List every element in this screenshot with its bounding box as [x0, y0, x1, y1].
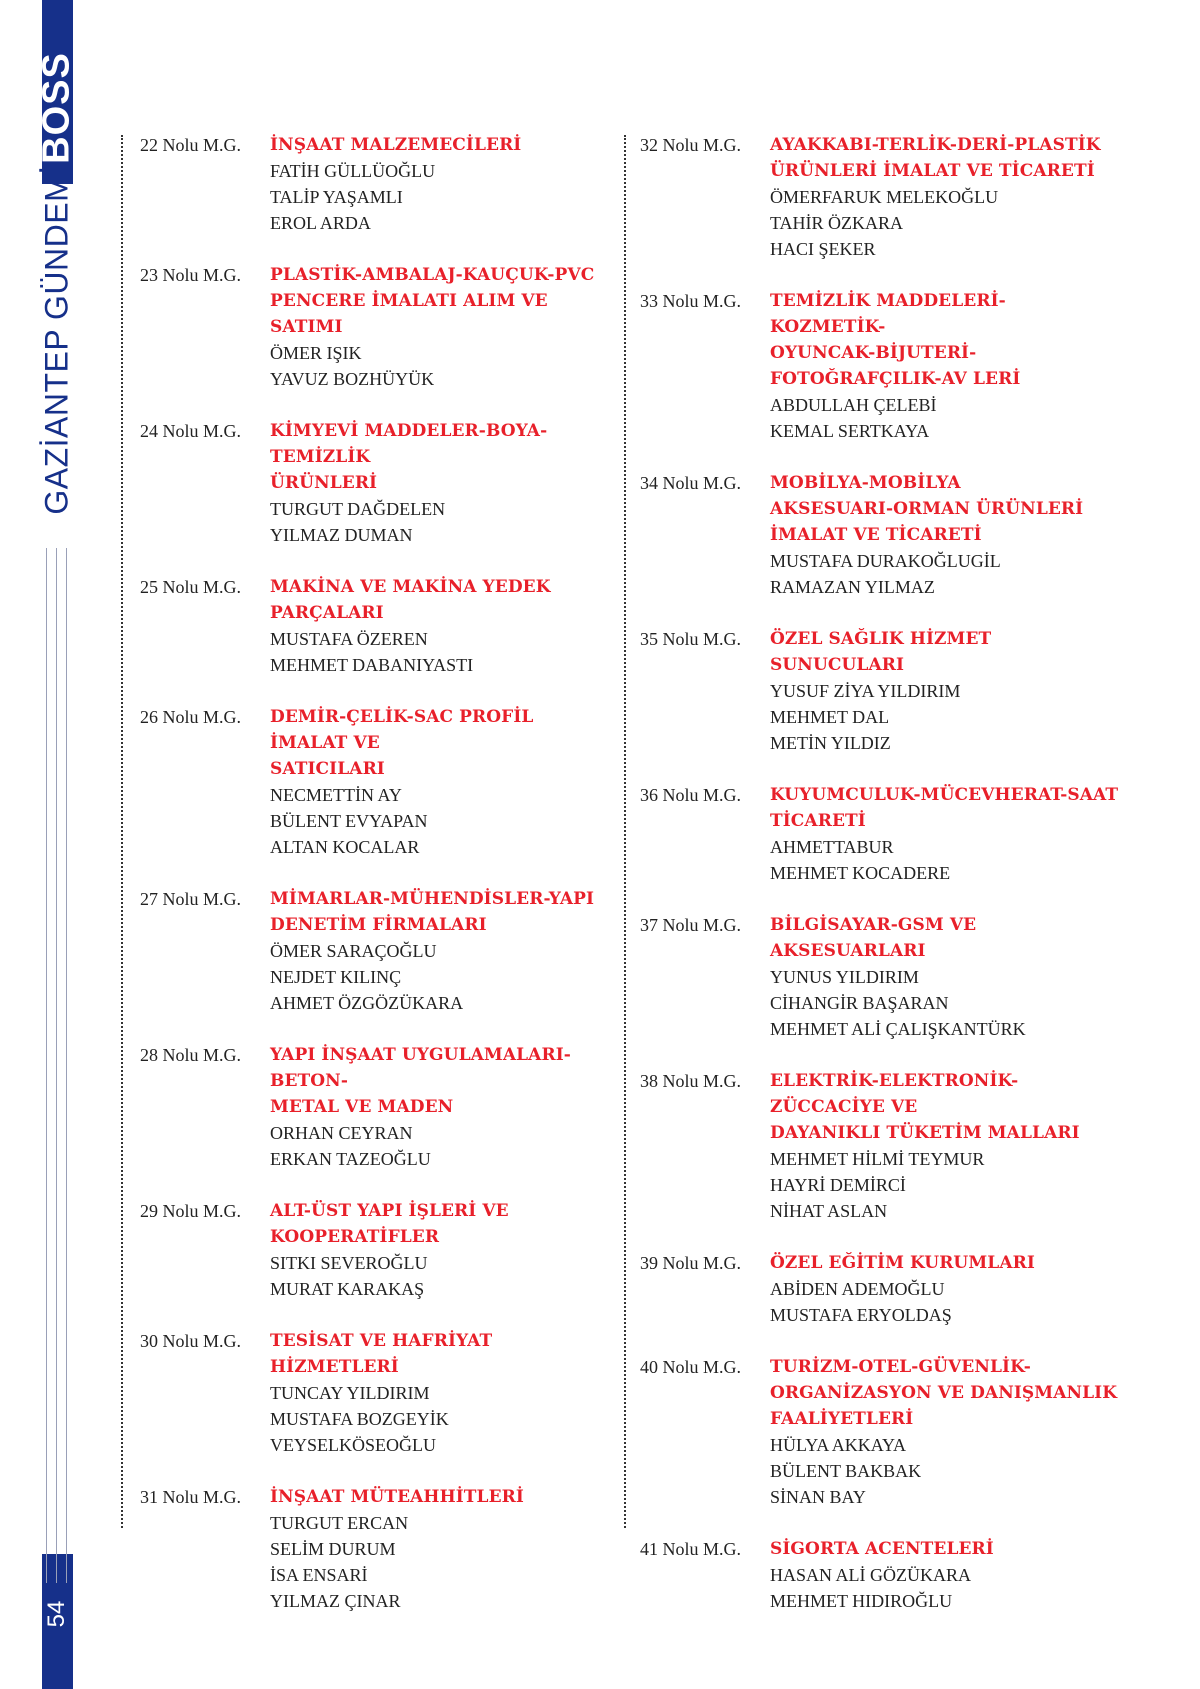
committee-entry — [640, 782, 1120, 886]
committee-title-line: AYAKKABI-TERLİK-DERİ-PLASTİK — [770, 135, 1101, 155]
committee-title — [270, 886, 610, 938]
committee-body — [770, 782, 1120, 886]
committee-label: 25 Nolu M.G. — [140, 577, 242, 597]
committee-label: 33 Nolu M.G. — [640, 291, 742, 311]
committee-title-line: METAL VE MADEN — [270, 1097, 454, 1117]
committee-entry — [140, 574, 610, 678]
member-name: YILMAZ DUMAN — [270, 525, 413, 545]
spine-bottom — [42, 1644, 73, 1689]
committee-title-line: ÜRÜNLERİ — [270, 473, 378, 493]
member-name: ÖMER SARAÇOĞLU — [270, 941, 437, 961]
committee-title — [770, 1536, 1120, 1562]
committee-title — [770, 288, 1120, 392]
member-name: MUSTAFA DURAKOĞLUGİL — [770, 551, 1001, 571]
committee-label: 26 Nolu M.G. — [140, 707, 242, 727]
committee-title-line: DEMİR-ÇELİK-SAC PROFİL İMALAT VE — [270, 707, 534, 753]
committee-body — [770, 912, 1120, 1042]
committee-body — [770, 1250, 1120, 1328]
member-name: TURGUT ERCAN — [270, 1513, 409, 1533]
committee-entry — [140, 1484, 610, 1614]
member-name: YAVUZ BOZHÜYÜK — [270, 369, 435, 389]
member-name: YILMAZ ÇINAR — [270, 1591, 401, 1611]
committee-title-line: TİCARETİ — [770, 811, 866, 831]
member-name: TUNCAY YILDIRIM — [270, 1383, 430, 1403]
spine-rule — [46, 548, 47, 1583]
committee-entry — [140, 886, 610, 1016]
member-name: SİNAN BAY — [770, 1487, 866, 1507]
member-name: NEJDET KILINÇ — [270, 967, 402, 987]
committee-entry — [140, 262, 610, 392]
member-name: MUSTAFA BOZGEYİK — [270, 1409, 449, 1429]
committee-body — [770, 1068, 1120, 1224]
committee-title-line: FOTOĞRAFÇILIK-AV LERİ — [770, 369, 1021, 389]
committee-entry — [640, 912, 1120, 1042]
committee-title-line: YAPI İNŞAAT UYGULAMALARI-BETON- — [270, 1045, 571, 1091]
committee-title — [770, 782, 1120, 834]
member-name: MEHMET DAL — [770, 707, 890, 727]
committee-body — [270, 1484, 610, 1614]
committee-label: 32 Nolu M.G. — [640, 135, 742, 155]
member-name: BÜLENT EVYAPAN — [270, 811, 428, 831]
committee-title — [770, 1354, 1120, 1432]
member-name: ABİDEN ADEMOĞLU — [770, 1279, 945, 1299]
committee-body — [770, 132, 1120, 262]
member-name: NİHAT ASLAN — [770, 1201, 888, 1221]
committee-title — [770, 470, 1120, 548]
committee-body — [270, 704, 610, 860]
committee-entry — [640, 288, 1120, 444]
committee-title-line: MAKİNA VE MAKİNA YEDEK — [270, 577, 551, 597]
member-name: YUSUF ZİYA YILDIRIM — [770, 681, 961, 701]
committee-title-line: İMALAT VE TİCARETİ — [770, 525, 982, 545]
committee-entry — [640, 1354, 1120, 1510]
committee-title-line: ÖZEL SAĞLIK HİZMET SUNUCULARI — [770, 629, 992, 675]
committee-body — [270, 262, 610, 392]
committee-title — [270, 132, 610, 158]
committee-title-line: OYUNCAK-BİJUTERİ- — [770, 343, 977, 363]
committee-entry — [140, 1328, 610, 1458]
committee-entry — [640, 132, 1120, 262]
member-name: TALİP YAŞAMLI — [270, 187, 403, 207]
member-name: RAMAZAN YILMAZ — [770, 577, 935, 597]
member-name: ORHAN CEYRAN — [270, 1123, 413, 1143]
committee-entry — [640, 1068, 1120, 1224]
committee-entry — [640, 1536, 1120, 1614]
member-name: SITKI SEVEROĞLU — [270, 1253, 428, 1273]
member-name: METİN YILDIZ — [770, 733, 891, 753]
member-name: MEHMET HİLMİ TEYMUR — [770, 1149, 985, 1169]
committee-title — [270, 1328, 610, 1380]
member-name: CİHANGİR BAŞARAN — [770, 993, 949, 1013]
member-name: FATİH GÜLLÜOĞLU — [270, 161, 436, 181]
committee-entry — [140, 1042, 610, 1172]
spine-rule — [56, 548, 57, 1583]
committee-title-line: İNŞAAT MALZEMECİLERİ — [270, 135, 522, 155]
committee-body — [770, 1354, 1120, 1510]
member-name: VEYSELKÖSEOĞLU — [270, 1435, 436, 1455]
member-name: EROL ARDA — [270, 213, 371, 233]
committee-body — [770, 470, 1120, 600]
committee-body — [270, 574, 610, 678]
committee-label: 37 Nolu M.G. — [640, 915, 742, 935]
committee-title — [770, 132, 1120, 184]
committee-title-line: DAYANIKLI TÜKETİM MALLARI — [770, 1123, 1080, 1143]
committee-title-line: KOOPERATİFLER — [270, 1227, 440, 1247]
committee-label: 23 Nolu M.G. — [140, 265, 242, 285]
member-name: MEHMET ALİ ÇALIŞKANTÜRK — [770, 1019, 1026, 1039]
committee-title-line: SATICILARI — [270, 759, 385, 779]
member-name: ÖMERFARUK MELEKOĞLU — [770, 187, 999, 207]
committee-body — [770, 1536, 1120, 1614]
committee-title-line: KUYUMCULUK-MÜCEVHERAT-SAAT — [770, 785, 1119, 805]
member-name: İSA ENSARİ — [270, 1565, 368, 1585]
member-name: YUNUS YILDIRIM — [770, 967, 919, 987]
committee-title-line: SİGORTA ACENTELERİ — [770, 1539, 994, 1559]
committee-title-line: BİLGİSAYAR-GSM VE AKSESUARLARI — [770, 915, 977, 961]
committee-label: 35 Nolu M.G. — [640, 629, 742, 649]
member-name: ÖMER IŞIK — [270, 343, 362, 363]
committee-body — [770, 626, 1120, 756]
committee-title — [270, 704, 610, 782]
committee-title-line: TEMİZLİK MADDELERİ-KOZMETİK- — [770, 291, 1006, 337]
committee-body — [270, 1042, 610, 1172]
member-name: HASAN ALİ GÖZÜKARA — [770, 1565, 971, 1585]
committee-body — [770, 288, 1120, 444]
committee-label: 34 Nolu M.G. — [640, 473, 742, 493]
committee-body — [270, 418, 610, 548]
committee-label: 22 Nolu M.G. — [140, 135, 242, 155]
committee-title — [270, 418, 610, 496]
member-name: BÜLENT BAKBAK — [770, 1461, 922, 1481]
committee-label: 38 Nolu M.G. — [640, 1071, 742, 1091]
member-name: AHMETTABUR — [770, 837, 894, 857]
member-name: HÜLYA AKKAYA — [770, 1435, 907, 1455]
committee-title-line: ALT-ÜST YAPI İŞLERİ VE — [270, 1201, 509, 1221]
committee-title-line: FAALİYETLERİ — [770, 1409, 914, 1429]
committee-title-line: ORGANİZASYON VE DANIŞMANLIK — [770, 1383, 1118, 1403]
committee-title — [270, 1198, 610, 1250]
committee-label: 28 Nolu M.G. — [140, 1045, 242, 1065]
magazine-title: GAZİANTEP GÜNDEMİ — [38, 165, 75, 515]
committee-label: 40 Nolu M.G. — [640, 1357, 742, 1377]
committee-title-line: PENCERE İMALATI ALIM VE SATIMI — [270, 291, 548, 337]
committee-title-line: ÖZEL EĞİTİM KURUMLARI — [770, 1253, 1035, 1273]
committee-label: 27 Nolu M.G. — [140, 889, 242, 909]
member-name: TAHİR ÖZKARA — [770, 213, 904, 233]
committee-title — [270, 1484, 610, 1510]
committee-body — [270, 132, 610, 236]
member-name: NECMETTİN AY — [270, 785, 402, 805]
committee-title — [770, 626, 1120, 678]
committee-title — [270, 262, 610, 340]
committee-entry — [640, 470, 1120, 600]
committee-title — [770, 1068, 1120, 1146]
committee-title-line: PLASTİK-AMBALAJ-KAUÇUK-PVC — [270, 265, 595, 285]
committee-entry — [140, 418, 610, 548]
committee-title-line: TESİSAT VE HAFRİYAT HİZMETLERİ — [270, 1331, 493, 1377]
member-name: HACI ŞEKER — [770, 239, 876, 259]
left-column — [140, 132, 610, 1640]
right-column — [640, 132, 1120, 1640]
committee-entry — [640, 1250, 1120, 1328]
member-name: AHMET ÖZGÖZÜKARA — [270, 993, 464, 1013]
committee-label: 24 Nolu M.G. — [140, 421, 242, 441]
committee-title — [770, 912, 1120, 964]
member-name: TURGUT DAĞDELEN — [270, 499, 446, 519]
committee-entry — [140, 132, 610, 236]
committee-title-line: TURİZM-OTEL-GÜVENLİK- — [770, 1357, 1031, 1377]
committee-title — [270, 574, 610, 626]
member-name: HAYRİ DEMİRCİ — [770, 1175, 906, 1195]
committee-title — [770, 1250, 1120, 1276]
committee-title-line: DENETİM FİRMALARI — [270, 915, 487, 935]
committee-entry — [140, 704, 610, 860]
committee-label: 39 Nolu M.G. — [640, 1253, 742, 1273]
member-name: SELİM DURUM — [270, 1539, 396, 1559]
committee-title-line: MOBİLYA-MOBİLYA — [770, 473, 961, 493]
committee-title — [270, 1042, 610, 1120]
member-name: MURAT KARAKAŞ — [270, 1279, 425, 1299]
committee-label: 30 Nolu M.G. — [140, 1331, 242, 1351]
committee-body — [270, 886, 610, 1016]
member-name: MUSTAFA ÖZEREN — [270, 629, 428, 649]
committee-title-line: AKSESUARI-ORMAN ÜRÜNLERİ — [770, 499, 1084, 519]
committee-entry — [640, 626, 1120, 756]
committee-title-line: MİMARLAR-MÜHENDİSLER-YAPI — [270, 889, 595, 909]
committee-title-line: İNŞAAT MÜTEAHHİTLERİ — [270, 1487, 524, 1507]
committee-title-line: KİMYEVİ MADDELER-BOYA-TEMİZLİK — [270, 421, 548, 467]
committee-label: 29 Nolu M.G. — [140, 1201, 242, 1221]
member-name: ABDULLAH ÇELEBİ — [770, 395, 937, 415]
member-name: ERKAN TAZEOĞLU — [270, 1149, 431, 1169]
committee-label: 36 Nolu M.G. — [640, 785, 742, 805]
committee-label: 41 Nolu M.G. — [640, 1539, 742, 1559]
member-name: MEHMET DABANIYASTI — [270, 655, 474, 675]
member-name: KEMAL SERTKAYA — [770, 421, 930, 441]
committee-body — [270, 1198, 610, 1302]
brand-logo: BOSS — [35, 52, 78, 164]
dotted-divider-middle — [624, 135, 626, 1528]
page-number: 54 — [43, 1600, 70, 1628]
committee-entry — [140, 1198, 610, 1302]
member-name: MEHMET HIDIROĞLU — [770, 1591, 953, 1611]
member-name: MUSTAFA ERYOLDAŞ — [770, 1305, 952, 1325]
committee-label: 31 Nolu M.G. — [140, 1487, 242, 1507]
committee-title-line: ELEKTRİK-ELEKTRONİK-ZÜCCACİYE VE — [770, 1071, 1019, 1117]
dotted-divider-left — [121, 135, 123, 1528]
committee-title-line: PARÇALARI — [270, 603, 384, 623]
committee-title-line: ÜRÜNLERİ İMALAT VE TİCARETİ — [770, 161, 1095, 181]
committee-body — [270, 1328, 610, 1458]
member-name: MEHMET KOCADERE — [770, 863, 951, 883]
member-name: ALTAN KOCALAR — [270, 837, 420, 857]
spine-rule — [66, 548, 67, 1583]
